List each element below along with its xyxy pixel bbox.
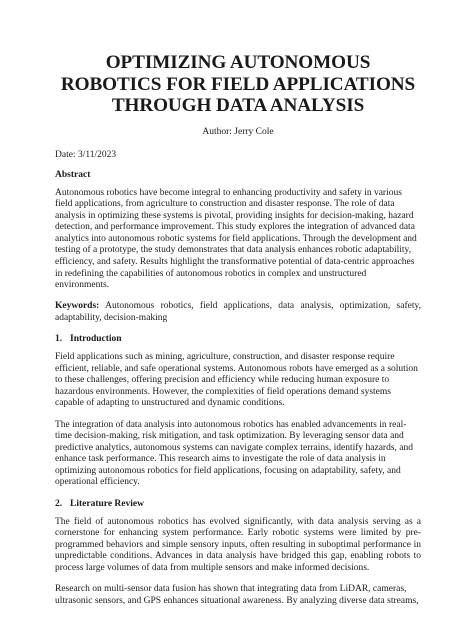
keywords-label: Keywords: — [55, 301, 100, 312]
section-paragraph: The field of autonomous robotics has evolved significantly, with data analysis serving as a cornerstone for enhancing system performance. Early robotic systems were limited by pre-programmed behaviors and simple sensory inputs, often resulting in suboptimal performance in unpredictable conditions. Advances in data analysis have bridged this gap, enabling robots to process large volumes of data from multiple sensors and make informed decisions. — [55, 516, 421, 573]
section-number: 1. — [55, 334, 63, 345]
abstract-text: Autonomous robotics have become integral to enhancing productivity and safety in various field applications, from agriculture to construction and disaster response. The role of data analysis in optimizing these systems is pivotal, providing insights for decision-making, hazard detection, and performance improvement. This study explores the integration of advanced data analytics into autonomous robotic systems for field applications. Through the development and testing of a prototype, the study demonstrates that data analysis enhances robotic adaptability, efficiency, and safety. Results highlight the transformative potential of data-centric approaches in redefining the capabilities of autonomous robotics in complex and unstructured environments. — [55, 187, 417, 291]
section-title: Literature Review — [70, 498, 144, 509]
section-number: 2. — [55, 498, 63, 509]
section-paragraph: Field applications such as mining, agriculture, construction, and disaster response require efficient, reliable, and safe operational systems. Autonomous robots have emerged as a solution to these challenges, offering precision and efficiency while reducing human exposure to hazardous environments. However, the complexities of field operations demand systems capable of adapting to unstructured and dynamic conditions. — [55, 352, 418, 409]
author-line: Author: Jerry Cole — [202, 126, 274, 137]
paper-content — [55, 52, 421, 617]
section-heading-literature-review — [55, 499, 421, 510]
section-paragraph: The integration of data analysis into autonomous robotics has enabled advancements in real-time decision-making, risk mitigation, and task optimization. By leveraging sensor data and predictive analytics, autonomous systems can navigate complex terrains, identify hazards, and enhance task performance. This research aims to investigate the role of data analysis in optimizing autonomous robotics for field applications, focusing on adaptability, safety, and operational efficiency. — [55, 419, 413, 488]
section-paragraph: Research on multi-sensor data fusion has shown that integrating data from LiDAR, cameras, ultrasonic sensors, and GPS enhances situational awareness. By analyzing diverse data streams, — [55, 584, 419, 606]
paper-title: OPTIMIZING AUTONOMOUS ROBOTICS FOR FIELD APPLICATIONS THROUGH DATA ANALYSIS — [60, 52, 416, 116]
date-line: Date: 3/11/2023 — [55, 149, 117, 160]
abstract-heading: Abstract — [55, 169, 91, 180]
section-title: Introduction — [70, 334, 122, 345]
keywords-line — [55, 301, 421, 324]
section-heading-introduction — [55, 334, 421, 345]
keywords-text: Autonomous robotics, field applications, data analysis, optimization, safety, adaptability, decision-making — [55, 301, 421, 323]
